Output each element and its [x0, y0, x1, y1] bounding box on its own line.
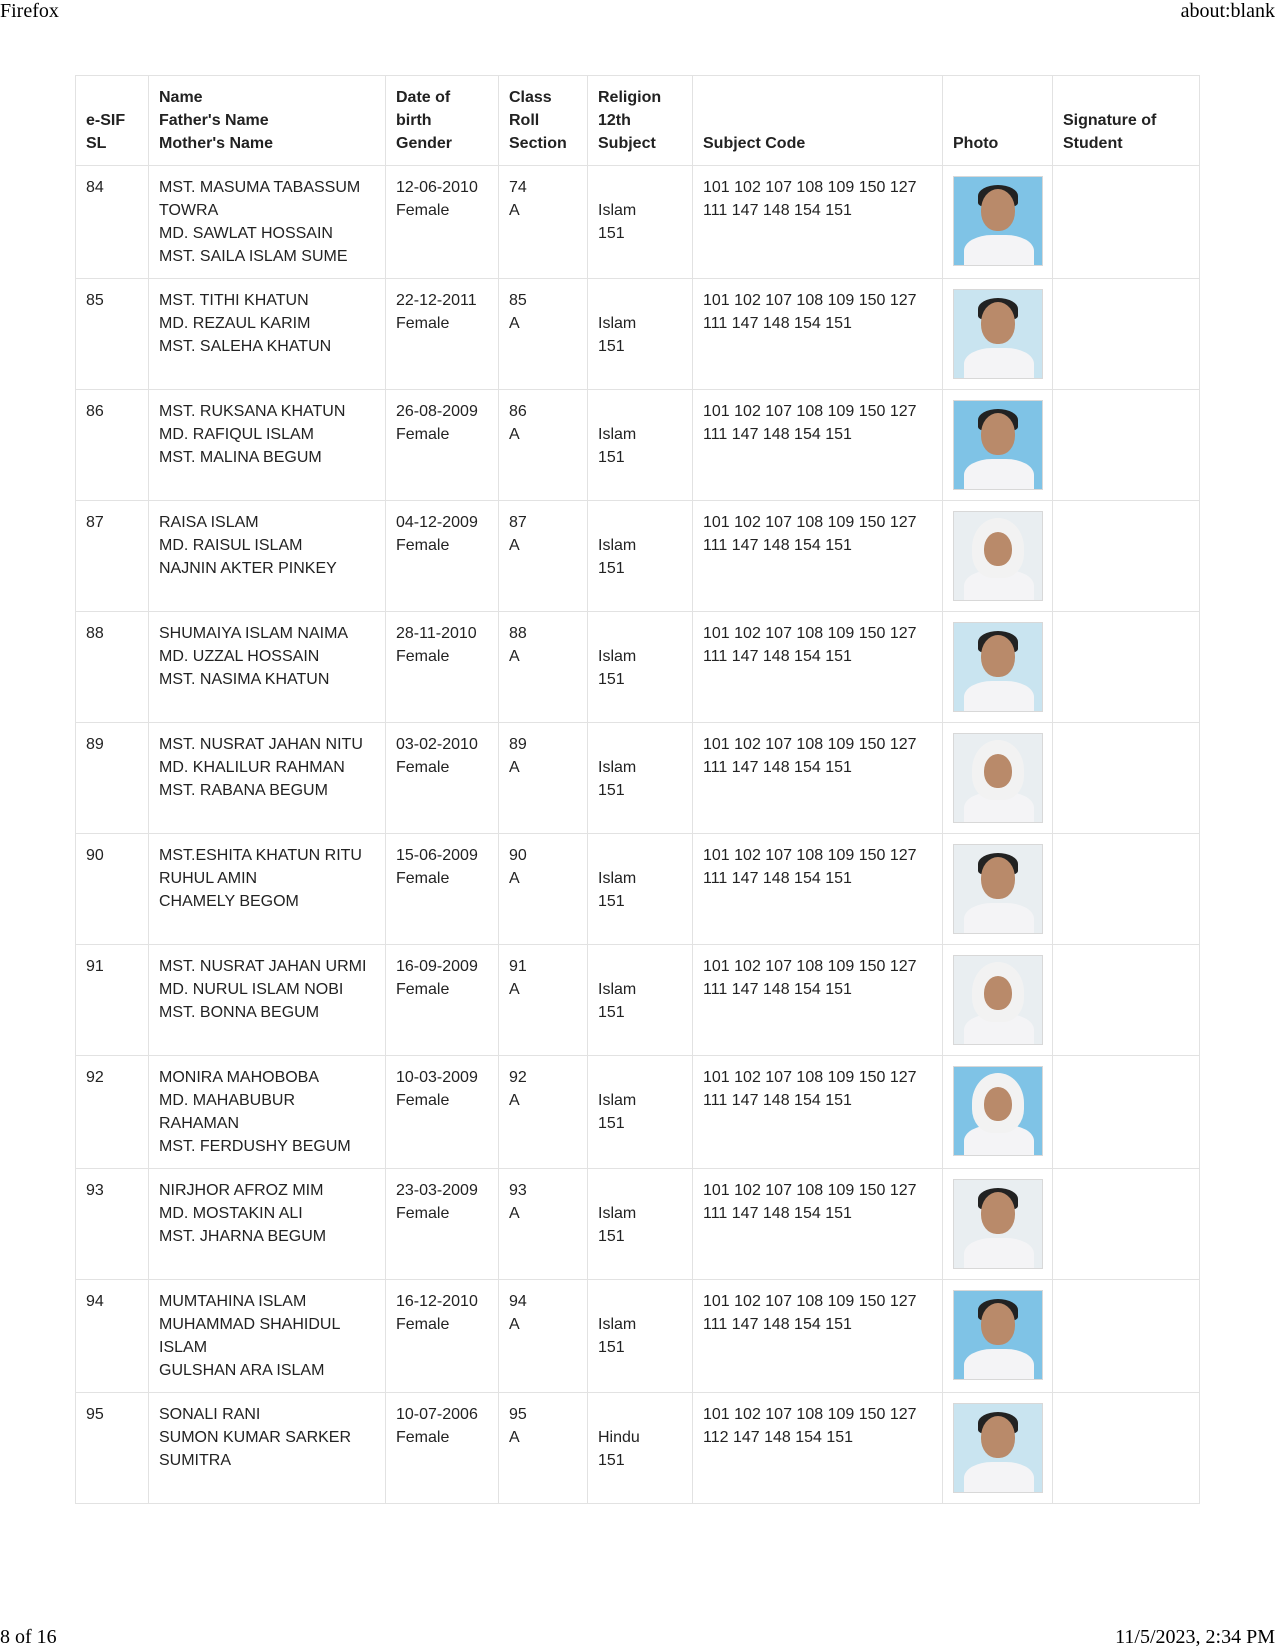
cell-roll-section: 91 A — [499, 945, 588, 1056]
header-photo: Photo — [943, 76, 1053, 166]
cell-photo — [943, 723, 1053, 834]
cell-roll-section: 89 A — [499, 723, 588, 834]
cell-subject-codes: 101 102 107 108 109 150 127 111 147 148 154 151 — [693, 1280, 943, 1393]
cell-roll-section: 94 A — [499, 1280, 588, 1393]
cell-name: SONALI RANI SUMON KUMAR SARKER SUMITRA — [149, 1393, 386, 1504]
cell-roll-section: 95 A — [499, 1393, 588, 1504]
cell-name: NIRJHOR AFROZ MIM MD. MOSTAKIN ALI MST. JHARNA BEGUM — [149, 1169, 386, 1280]
cell-sl: 93 — [76, 1169, 149, 1280]
cell-sl: 91 — [76, 945, 149, 1056]
cell-name: RAISA ISLAM MD. RAISUL ISLAM NAJNIN AKTER PINKEY — [149, 501, 386, 612]
cell-signature — [1053, 1280, 1200, 1393]
student-photo-85 — [953, 289, 1043, 379]
cell-subject-codes: 101 102 107 108 109 150 127 111 147 148 154 151 — [693, 1056, 943, 1169]
table-row — [76, 1393, 1200, 1504]
cell-photo — [943, 945, 1053, 1056]
cell-sl: 87 — [76, 501, 149, 612]
student-photo-89 — [953, 733, 1043, 823]
cell-signature — [1053, 834, 1200, 945]
cell-signature — [1053, 166, 1200, 279]
table-row — [76, 1169, 1200, 1280]
cell-name: SHUMAIYA ISLAM NAIMA MD. UZZAL HOSSAIN MST. NASIMA KHATUN — [149, 612, 386, 723]
page-url: about:blank — [1180, 0, 1275, 22]
cell-signature — [1053, 1393, 1200, 1504]
cell-signature — [1053, 612, 1200, 723]
cell-sl: 89 — [76, 723, 149, 834]
cell-dob-gender: 03-02-2010 Female — [386, 723, 499, 834]
cell-subject-codes: 101 102 107 108 109 150 127 111 147 148 154 151 — [693, 945, 943, 1056]
cell-religion: Islam 151 — [588, 166, 693, 279]
cell-roll-section: 92 A — [499, 1056, 588, 1169]
cell-religion: Islam 151 — [588, 1056, 693, 1169]
cell-dob-gender: 26-08-2009 Female — [386, 390, 499, 501]
cell-dob-gender: 28-11-2010 Female — [386, 612, 499, 723]
cell-name: MST. NUSRAT JAHAN URMI MD. NURUL ISLAM NOBI MST. BONNA BEGUM — [149, 945, 386, 1056]
table-row — [76, 501, 1200, 612]
student-photo-86 — [953, 400, 1043, 490]
cell-subject-codes: 101 102 107 108 109 150 127 112 147 148 154 151 — [693, 1393, 943, 1504]
cell-signature — [1053, 279, 1200, 390]
cell-sl: 88 — [76, 612, 149, 723]
cell-sl: 95 — [76, 1393, 149, 1504]
cell-subject-codes: 101 102 107 108 109 150 127 111 147 148 154 151 — [693, 166, 943, 279]
table-row — [76, 834, 1200, 945]
cell-dob-gender: 23-03-2009 Female — [386, 1169, 499, 1280]
cell-subject-codes: 101 102 107 108 109 150 127 111 147 148 154 151 — [693, 501, 943, 612]
cell-photo — [943, 1280, 1053, 1393]
cell-subject-codes: 101 102 107 108 109 150 127 111 147 148 154 151 — [693, 279, 943, 390]
cell-dob-gender: 10-07-2006 Female — [386, 1393, 499, 1504]
header-roll: Class Roll Section — [499, 76, 588, 166]
cell-name: MST. RUKSANA KHATUN MD. RAFIQUL ISLAM MST. MALINA BEGUM — [149, 390, 386, 501]
student-photo-84 — [953, 176, 1043, 266]
header-signature: Signature of Student — [1053, 76, 1200, 166]
cell-photo — [943, 390, 1053, 501]
header-name: Name Father's Name Mother's Name — [149, 76, 386, 166]
table-row — [76, 612, 1200, 723]
cell-sl: 90 — [76, 834, 149, 945]
print-datetime: 11/5/2023, 2:34 PM — [1115, 1626, 1275, 1648]
cell-signature — [1053, 501, 1200, 612]
cell-signature — [1053, 945, 1200, 1056]
student-photo-91 — [953, 955, 1043, 1045]
cell-subject-codes: 101 102 107 108 109 150 127 111 147 148 154 151 — [693, 723, 943, 834]
cell-subject-codes: 101 102 107 108 109 150 127 111 147 148 154 151 — [693, 1169, 943, 1280]
cell-religion: Islam 151 — [588, 279, 693, 390]
table-row — [76, 166, 1200, 279]
student-roster-table — [75, 75, 1200, 1504]
cell-roll-section: 86 A — [499, 390, 588, 501]
cell-sl: 94 — [76, 1280, 149, 1393]
header-religion: Religion 12th Subject — [588, 76, 693, 166]
cell-subject-codes: 101 102 107 108 109 150 127 111 147 148 154 151 — [693, 612, 943, 723]
student-photo-90 — [953, 844, 1043, 934]
header-subject-code: Subject Code — [693, 76, 943, 166]
cell-roll-section: 88 A — [499, 612, 588, 723]
cell-dob-gender: 04-12-2009 Female — [386, 501, 499, 612]
table-row — [76, 279, 1200, 390]
cell-religion: Hindu 151 — [588, 1393, 693, 1504]
cell-subject-codes: 101 102 107 108 109 150 127 111 147 148 154 151 — [693, 390, 943, 501]
student-photo-87 — [953, 511, 1043, 601]
cell-name: MST.ESHITA KHATUN RITU RUHUL AMIN CHAMELY BEGOM — [149, 834, 386, 945]
student-photo-95 — [953, 1403, 1043, 1493]
table-row — [76, 1280, 1200, 1393]
cell-religion: Islam 151 — [588, 723, 693, 834]
cell-name: MONIRA MAHOBOBA MD. MAHABUBUR RAHAMAN MST. FERDUSHY BEGUM — [149, 1056, 386, 1169]
cell-sl: 85 — [76, 279, 149, 390]
cell-religion: Islam 151 — [588, 1280, 693, 1393]
browser-name: Firefox — [0, 0, 59, 22]
header-sl: e-SIF SL — [76, 76, 149, 166]
cell-roll-section: 85 A — [499, 279, 588, 390]
cell-sl: 92 — [76, 1056, 149, 1169]
cell-dob-gender: 16-09-2009 Female — [386, 945, 499, 1056]
cell-photo — [943, 279, 1053, 390]
cell-roll-section: 74 A — [499, 166, 588, 279]
cell-name: MST. NUSRAT JAHAN NITU MD. KHALILUR RAHMAN MST. RABANA BEGUM — [149, 723, 386, 834]
cell-signature — [1053, 723, 1200, 834]
cell-name: MST. TITHI KHATUN MD. REZAUL KARIM MST. SALEHA KHATUN — [149, 279, 386, 390]
student-photo-94 — [953, 1290, 1043, 1380]
cell-dob-gender: 16-12-2010 Female — [386, 1280, 499, 1393]
cell-sl: 86 — [76, 390, 149, 501]
student-photo-92 — [953, 1066, 1043, 1156]
page-number: 8 of 16 — [0, 1626, 57, 1648]
cell-photo — [943, 1169, 1053, 1280]
cell-photo — [943, 1393, 1053, 1504]
cell-dob-gender: 15-06-2009 Female — [386, 834, 499, 945]
table-body — [76, 166, 1200, 1504]
cell-roll-section: 93 A — [499, 1169, 588, 1280]
cell-photo — [943, 166, 1053, 279]
cell-religion: Islam 151 — [588, 612, 693, 723]
cell-religion: Islam 151 — [588, 501, 693, 612]
cell-signature — [1053, 1169, 1200, 1280]
student-photo-93 — [953, 1179, 1043, 1269]
cell-photo — [943, 501, 1053, 612]
cell-roll-section: 87 A — [499, 501, 588, 612]
cell-religion: Islam 151 — [588, 945, 693, 1056]
cell-dob-gender: 12-06-2010 Female — [386, 166, 499, 279]
header-dob: Date of birth Gender — [386, 76, 499, 166]
cell-dob-gender: 22-12-2011 Female — [386, 279, 499, 390]
cell-subject-codes: 101 102 107 108 109 150 127 111 147 148 154 151 — [693, 834, 943, 945]
cell-name: MST. MASUMA TABASSUM TOWRA MD. SAWLAT HOSSAIN MST. SAILA ISLAM SUME — [149, 166, 386, 279]
cell-religion: Islam 151 — [588, 390, 693, 501]
table-row — [76, 1056, 1200, 1169]
table-header-row — [76, 76, 1200, 166]
cell-sl: 84 — [76, 166, 149, 279]
cell-roll-section: 90 A — [499, 834, 588, 945]
cell-religion: Islam 151 — [588, 1169, 693, 1280]
cell-name: MUMTAHINA ISLAM MUHAMMAD SHAHIDUL ISLAM GULSHAN ARA ISLAM — [149, 1280, 386, 1393]
cell-signature — [1053, 390, 1200, 501]
table-row — [76, 723, 1200, 834]
cell-photo — [943, 612, 1053, 723]
table-row — [76, 945, 1200, 1056]
cell-dob-gender: 10-03-2009 Female — [386, 1056, 499, 1169]
student-photo-88 — [953, 622, 1043, 712]
cell-signature — [1053, 1056, 1200, 1169]
cell-religion: Islam 151 — [588, 834, 693, 945]
table-row — [76, 390, 1200, 501]
cell-photo — [943, 1056, 1053, 1169]
cell-photo — [943, 834, 1053, 945]
